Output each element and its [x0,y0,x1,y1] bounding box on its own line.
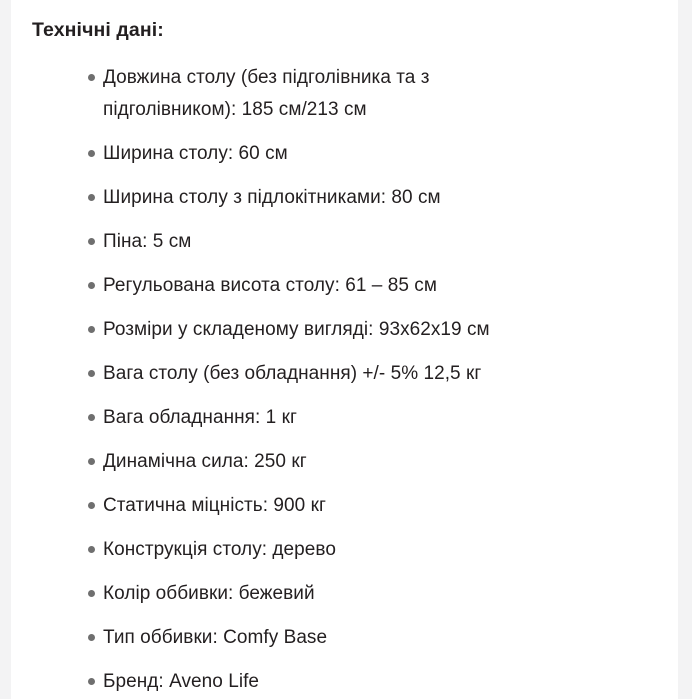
list-item [78,534,638,566]
list-item [78,358,638,390]
list-item [78,446,638,478]
list-item-label: Статична міцність: 900 кг [103,495,326,516]
list-item [78,182,638,214]
list-item-label: Колір оббивки: бежевий [103,583,315,604]
list-item-label: Піна: 5 см [103,231,192,252]
list-item-label: Ширина столу: 60 см [103,143,288,164]
list-item [78,402,638,434]
list-item [78,226,638,258]
list-item [78,622,638,654]
list-item-label: Вага столу (без обладнання) +/- 5% 12,5 кг [103,363,482,384]
list-item-label: Динамічна сила: 250 кг [103,451,307,472]
list-item-label: Вага обладнання: 1 кг [103,407,297,428]
list-item-label: Довжина столу (без підголівника та з підголівником): 185 см/213 см [103,67,430,120]
page-title: Технічні дані: [32,19,164,41]
bullet-icon [88,370,95,377]
list-item [78,270,638,302]
bullet-icon [88,74,95,81]
list-item [78,578,638,610]
list-item-label: Тип оббивки: Comfy Base [103,627,328,648]
specifications-list [78,62,638,698]
bullet-icon [88,634,95,641]
list-item-label: Ширина столу з підлокітниками: 80 см [103,187,441,208]
bullet-icon [88,238,95,245]
list-item-label: Регульована висота столу: 61 – 85 см [103,275,437,296]
list-item-label: Бренд: Aveno Life [103,671,260,692]
bullet-icon [88,546,95,553]
bullet-icon [88,414,95,421]
bullet-icon [88,678,95,685]
content-sheet [11,0,678,699]
bullet-icon [88,150,95,157]
list-item [78,62,638,126]
bullet-icon [88,194,95,201]
bullet-icon [88,590,95,597]
list-item [78,314,638,346]
list-item [78,138,638,170]
bullet-icon [88,326,95,333]
list-item [78,666,638,698]
list-item [78,490,638,522]
list-item-label: Конструкція столу: дерево [103,539,336,560]
bullet-icon [88,282,95,289]
bullet-icon [88,458,95,465]
bullet-icon [88,502,95,509]
list-item-label: Розміри у складеному вигляді: 93х62х19 см [103,319,490,340]
